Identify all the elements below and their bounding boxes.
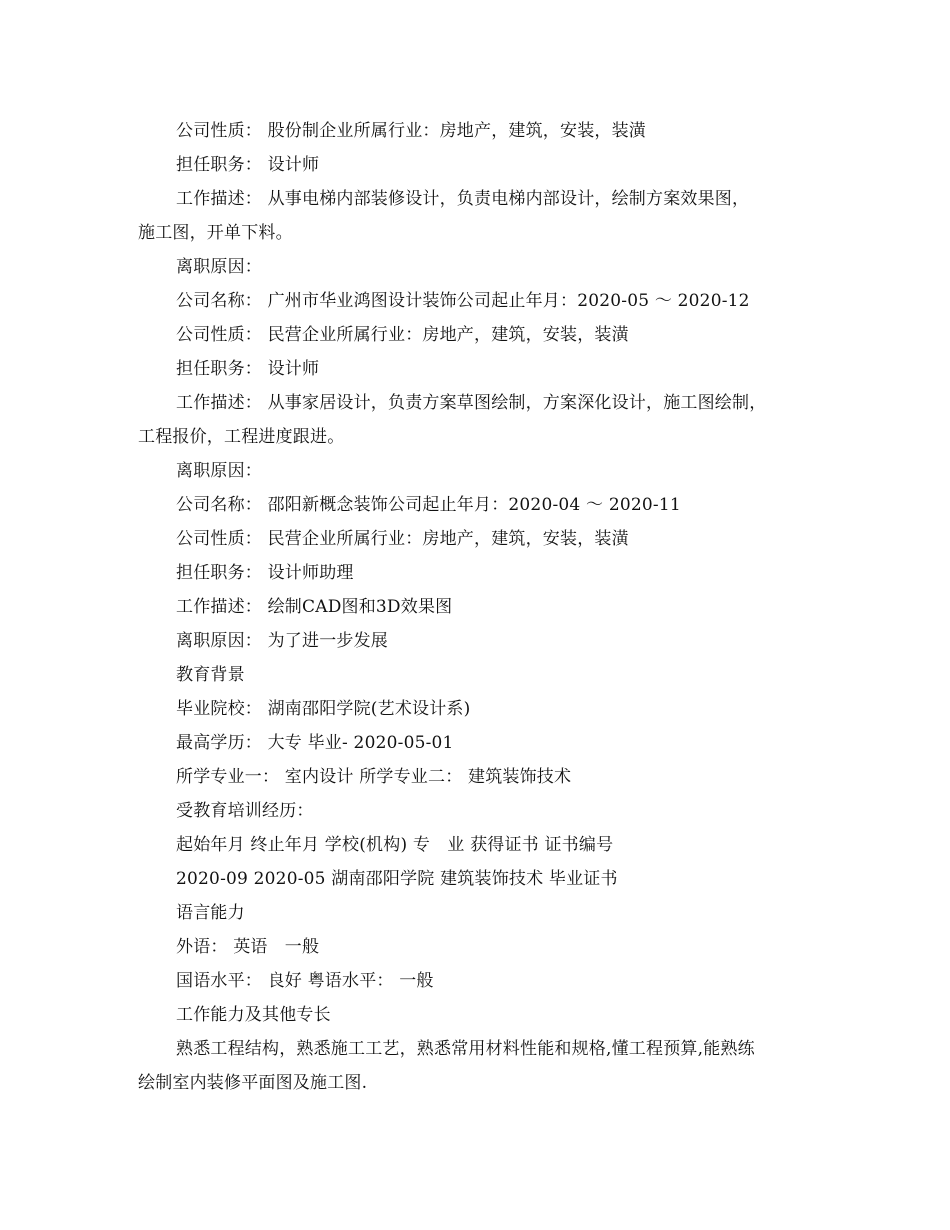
job-description-line: 工作描述： 从事电梯内部装修设计，负责电梯内部设计，绘制方案效果图， — [176, 189, 750, 209]
foreign-language-line: 外语： 英语 一般 — [176, 937, 320, 957]
position-line: 担任职务： 设计师 — [176, 359, 320, 379]
company-type-line: 公司性质： 股份制企业所属行业：房地产，建筑，安装，装潢 — [176, 121, 647, 141]
major-line: 所学专业一： 室内设计 所学专业二： 建筑装饰技术 — [176, 767, 572, 787]
section-heading-education: 教育背景 — [176, 665, 245, 685]
training-table-row: 2020-09 2020-05 湖南邵阳学院 建筑装饰技术 毕业证书 — [176, 869, 618, 889]
company-name-line: 公司名称： 广州市华业鸿图设计装饰公司起止年月：2020-05 ～ 2020-12 — [176, 291, 750, 311]
mandarin-cantonese-line: 国语水平： 良好 粤语水平： 一般 — [176, 971, 434, 991]
job-description-continuation: 施工图，开单下料。 — [138, 223, 293, 243]
company-type-line: 公司性质： 民营企业所属行业：房地产，建筑，安装，装潢 — [176, 325, 629, 345]
section-heading-skills: 工作能力及其他专长 — [176, 1005, 331, 1025]
company-type-line: 公司性质： 民营企业所属行业：房地产，建筑，安装，装潢 — [176, 529, 629, 549]
job-description-line: 工作描述： 绘制CAD图和3D效果图 — [176, 597, 453, 617]
section-heading-language: 语言能力 — [176, 903, 245, 923]
leave-reason-line: 离职原因： — [176, 461, 262, 481]
position-line: 担任职务： 设计师 — [176, 155, 320, 175]
degree-line: 最高学历： 大专 毕业- 2020-05-01 — [176, 733, 454, 753]
leave-reason-line: 离职原因： 为了进一步发展 — [176, 631, 389, 651]
school-line: 毕业院校： 湖南邵阳学院(艺术设计系) — [176, 699, 471, 719]
training-heading: 受教育培训经历： — [176, 801, 314, 821]
job-description-line: 工作描述： 从事家居设计，负责方案草图绘制，方案深化设计，施工图绘制， — [176, 393, 767, 413]
position-line: 担任职务： 设计师助理 — [176, 563, 354, 583]
job-description-continuation: 工程报价，工程进度跟进。 — [138, 427, 345, 447]
training-table-header: 起始年月 终止年月 学校(机构) 专 业 获得证书 证书编号 — [176, 835, 614, 855]
skills-continuation: 绘制室内装修平面图及施工图. — [138, 1073, 368, 1093]
resume-body — [138, 114, 828, 1100]
company-name-line: 公司名称： 邵阳新概念装饰公司起止年月：2020-04 ～ 2020-11 — [176, 495, 681, 515]
leave-reason-line: 离职原因： — [176, 257, 262, 277]
skills-line: 熟悉工程结构，熟悉施工工艺，熟悉常用材料性能和规格,懂工程预算,能熟练 — [176, 1039, 755, 1059]
